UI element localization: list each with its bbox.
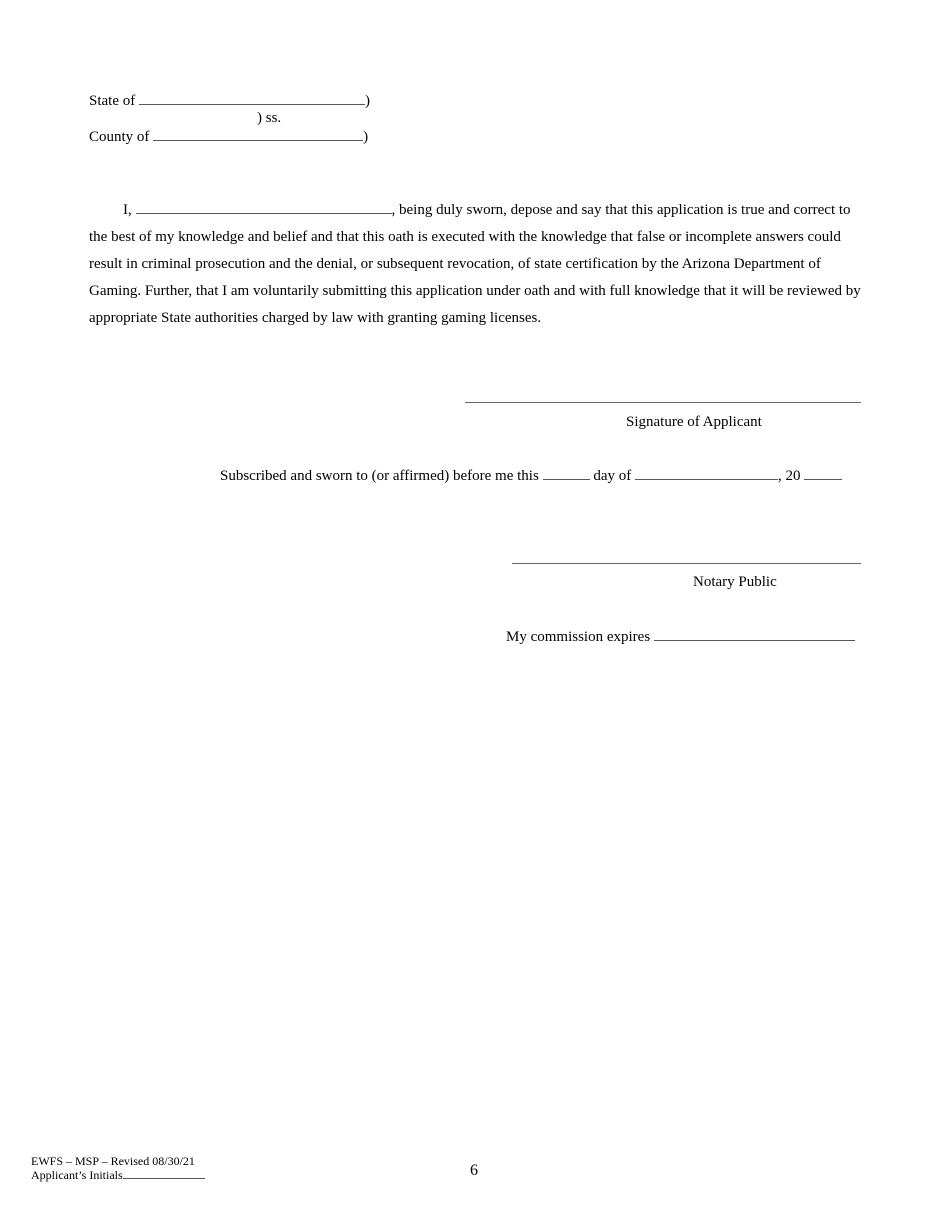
oath-paragraph [89,197,861,332]
state-line [89,92,370,110]
county-line [89,128,368,146]
initials-line [31,1168,205,1182]
initials-field[interactable] [123,1168,205,1179]
state-field[interactable] [139,92,365,105]
commission-expires-field[interactable] [654,628,855,641]
year-field[interactable] [804,467,842,480]
page-number: 6 [470,1162,478,1179]
month-field[interactable] [635,467,778,480]
day-field[interactable] [543,467,590,480]
jurat-text1: Subscribed and sworn to (or affirmed) before me this [220,468,539,484]
county-close-paren: ) [363,129,369,145]
jurat-text3: , 20 [777,468,801,484]
commission-line [506,628,855,646]
initials-label: Applicant’s Initials [31,1168,123,1182]
state-label: State of [89,93,136,109]
applicant-signature-line[interactable] [465,402,861,403]
county-field[interactable] [153,128,363,141]
jurat-text2: day of [593,468,632,484]
state-close-paren: ) [365,93,370,109]
oath-text-line1: , being duly sworn, depose and say that this application is true and correct [391,202,836,218]
form-id: EWFS – MSP – Revised 08/30/21 [31,1154,195,1168]
ss-label: ) ss. [257,110,282,126]
oath-prefix: I, [123,202,132,218]
signature-label: Signature of Applicant [626,414,762,430]
notary-signature-line[interactable] [512,563,861,564]
county-label: County of [89,129,150,145]
commission-label: My commission expires [506,629,651,645]
applicant-name-field[interactable] [136,201,392,214]
jurat-line [220,467,842,485]
notary-label: Notary Public [693,574,777,590]
oath-text-body: to the best of my knowledge and belief and that this oath is executed with the knowledge that false or incomplete answers could result in criminal prosecution and the denial, or subsequent revocation, of state certification by the Arizona Department of Gaming. Further, that I am voluntarily submitting this application under oath and with full knowledge that it will be reviewed by appropriate State authorities charged by law with granting gaming licenses. [89,202,861,326]
